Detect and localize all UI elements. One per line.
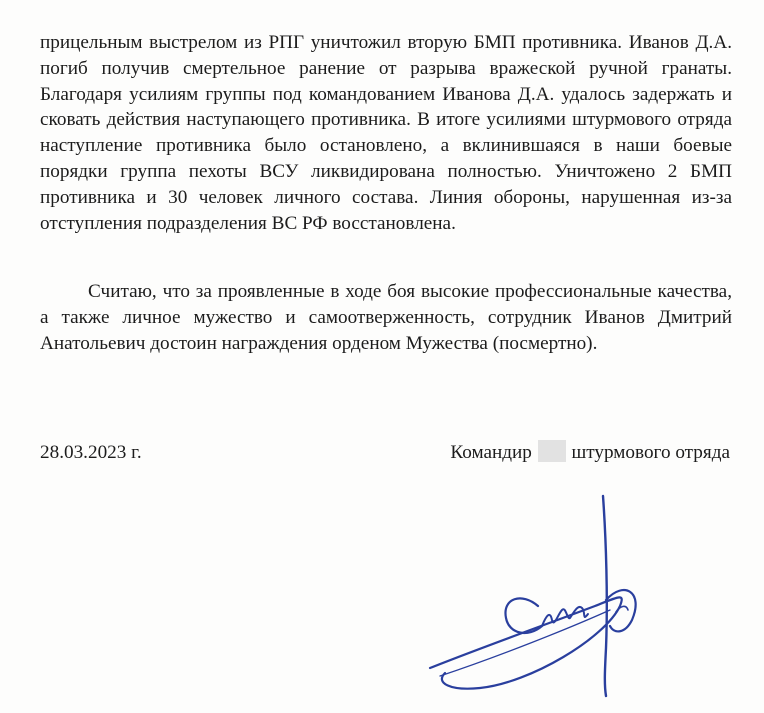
paragraph-award-recommendation: Считаю, что за проявленные в ходе боя высокие профессиональные качества, а также личное мужество и самоотверженность, сотрудник Иванов Дмитрий Анатольевич достоин награждения орденом Мужества (посмертно).	[40, 281, 732, 354]
paragraph-battle-report: прицельным выстрелом из РПГ уничтожил вторую БМП противника. Иванов Д.А. погиб получив смертельное ранение от разрыва вражеской ручной гранаты. Благодаря усилиям группы под командованием Иванова Д.А. удалось задержать и сковать действия наступающего противника. В итоге усилиями штурмового отряда наступление противника было остановлено, а вклинившаяся в наши боевые порядки группа пехоты ВСУ ликвидирована полностью. Уничтожено 2 БМП противника и 30 человек личного состава. Линия обороны, нарушенная из-за отступления подразделения ВС РФ восстановлена.	[40, 32, 732, 234]
signatory-title	[450, 440, 730, 465]
document-date: 28.03.2023 г.	[40, 442, 142, 463]
handwritten-signature	[420, 488, 670, 713]
redacted-unit-name	[538, 440, 566, 462]
signatory-prefix: Командир	[450, 442, 532, 463]
signatory-suffix: штурмового отряда	[571, 442, 730, 463]
